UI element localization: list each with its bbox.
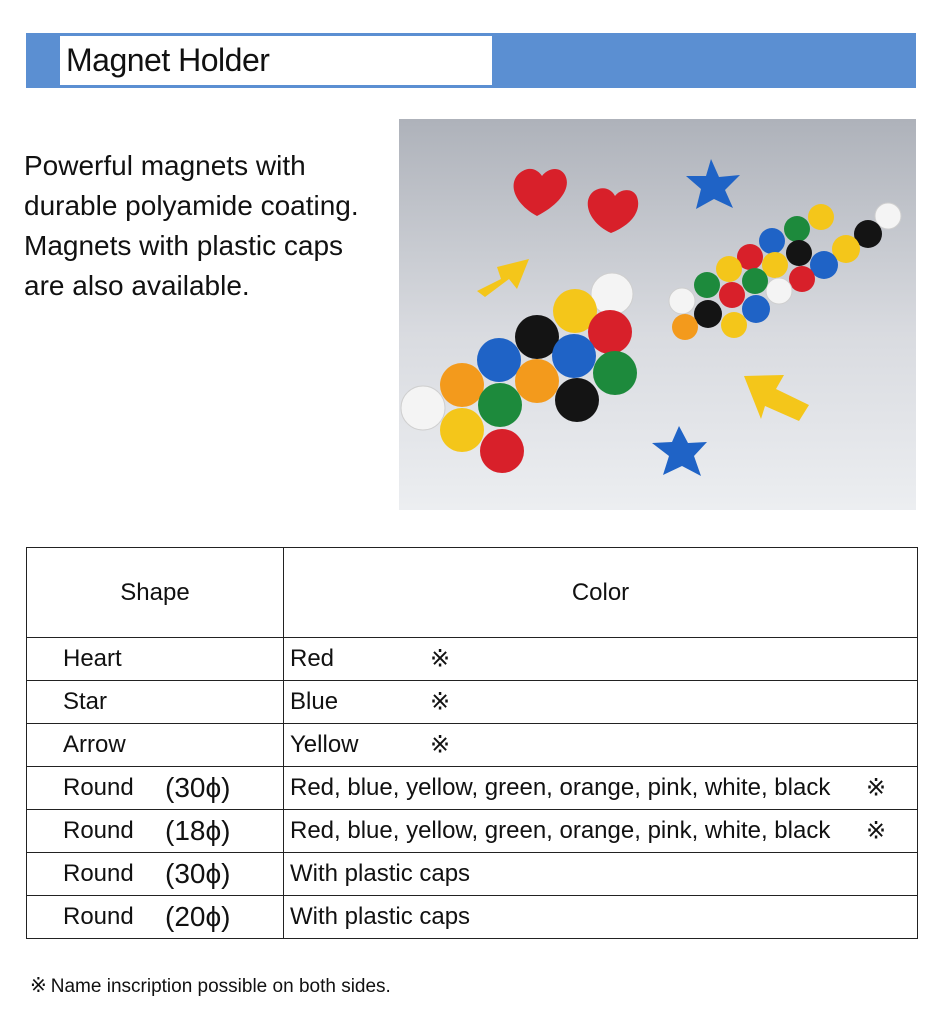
shape-cell xyxy=(27,767,284,810)
color-cell xyxy=(284,724,918,767)
page-title: Magnet Holder xyxy=(60,36,492,85)
color-cell xyxy=(284,638,918,681)
color-text: Blue xyxy=(290,688,339,715)
shape-name: Star xyxy=(63,688,108,715)
table-row xyxy=(27,896,918,939)
description-line: Powerful magnets with xyxy=(24,150,306,181)
shape-name: Arrow xyxy=(63,731,126,758)
shape-cell xyxy=(27,638,284,681)
inscription-mark: ※ xyxy=(866,774,887,802)
header-shape: Shape xyxy=(27,548,284,638)
table-row xyxy=(27,724,918,767)
description-line: durable polyamide coating. xyxy=(24,190,359,221)
inscription-mark: ※ xyxy=(430,645,451,673)
color-cell xyxy=(284,853,918,896)
shape-cell xyxy=(27,896,284,939)
shape-cell xyxy=(27,853,284,896)
table-row xyxy=(27,810,918,853)
description xyxy=(24,146,384,306)
shape-name: Round xyxy=(63,903,134,930)
product-photo xyxy=(399,119,916,510)
table-row xyxy=(27,681,918,724)
shape-name: Heart xyxy=(63,645,122,672)
shape-size: (18ϕ) xyxy=(165,815,231,846)
color-text: With plastic caps xyxy=(290,903,471,930)
shape-size: (30ϕ) xyxy=(165,772,231,803)
description-line: Magnets with plastic caps xyxy=(24,230,344,261)
table-row xyxy=(27,767,918,810)
color-cell xyxy=(284,767,918,810)
footnote-text: Name inscription possible on both sides. xyxy=(50,976,391,997)
table-row xyxy=(27,853,918,896)
shape-name: Round xyxy=(63,817,134,844)
shape-size: (30ϕ) xyxy=(165,858,231,889)
inscription-mark: ※ xyxy=(866,817,887,845)
shape-name: Round xyxy=(63,774,134,801)
description-line: are also available. xyxy=(24,270,250,301)
spec-table xyxy=(26,547,918,939)
shape-cell xyxy=(27,681,284,724)
title-bar xyxy=(26,33,916,88)
footnote-mark: ※ xyxy=(30,975,47,997)
color-text: Red, blue, yellow, green, orange, pink, white, black xyxy=(290,774,831,801)
color-cell xyxy=(284,896,918,939)
footnote xyxy=(30,973,391,998)
inscription-mark: ※ xyxy=(430,688,451,716)
color-text: Yellow xyxy=(290,731,359,758)
table-row xyxy=(27,638,918,681)
inscription-mark: ※ xyxy=(430,731,451,759)
color-cell xyxy=(284,681,918,724)
table-header-row xyxy=(27,548,918,638)
shape-name: Round xyxy=(63,860,134,887)
magnets-illustration xyxy=(399,119,916,510)
shape-cell xyxy=(27,810,284,853)
shape-cell xyxy=(27,724,284,767)
shape-size: (20ϕ) xyxy=(165,901,231,932)
color-text: Red xyxy=(290,645,335,672)
color-text: Red, blue, yellow, green, orange, pink, white, black xyxy=(290,817,831,844)
color-cell xyxy=(284,810,918,853)
header-color: Color xyxy=(284,548,918,638)
color-text: With plastic caps xyxy=(290,860,471,887)
